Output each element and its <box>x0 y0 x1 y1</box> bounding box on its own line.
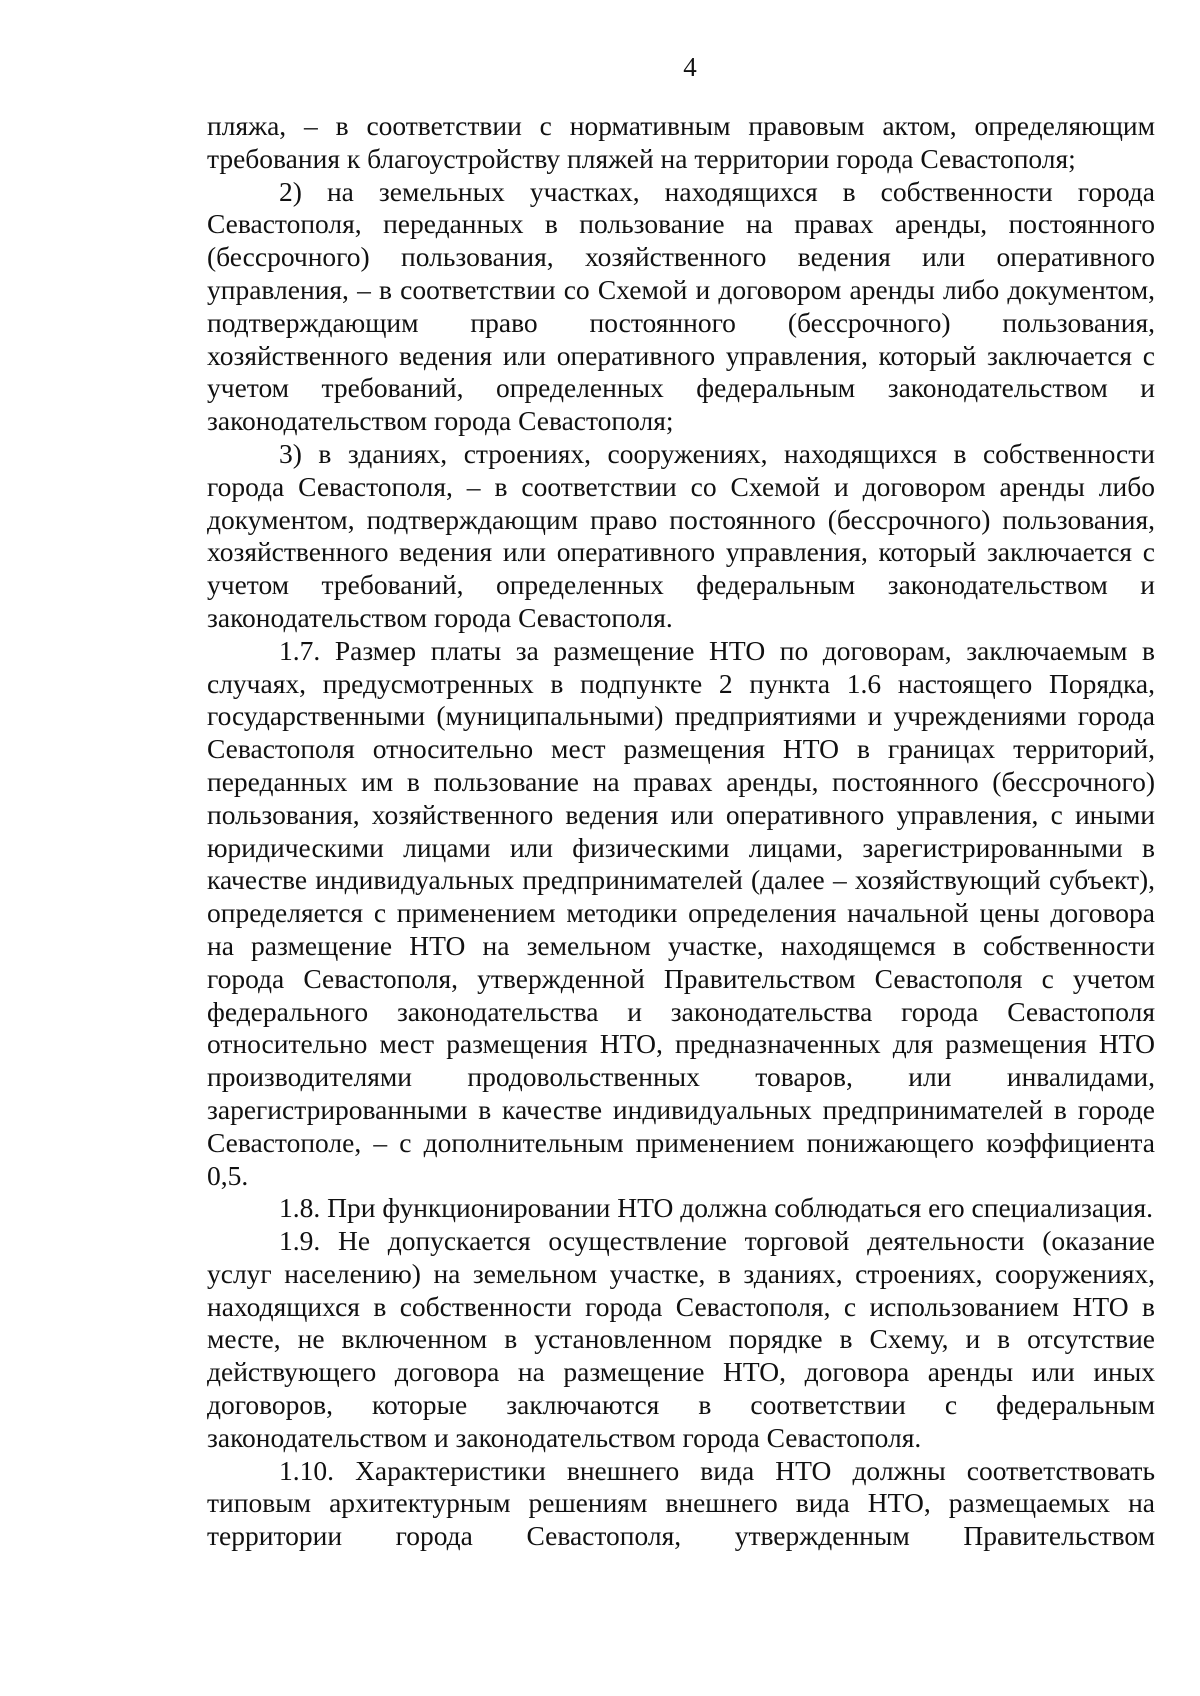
paragraph-1-10-appearance: 1.10. Характеристики внешнего вида НТО должны соответствовать типовым архитектурным решениям внешнего вида НТО, размещаемых на территории города Севастополя, утвержденным Правительством <box>207 1454 1155 1552</box>
paragraph-1-9-prohibition: 1.9. Не допускается осуществление торговой деятельности (оказание услуг населению) на земельном участке, в зданиях, строениях, сооружениях, находящихся в собственности города Севастополя, с использованием НТО в месте, не включенном в установленном порядке в Схему, и в отсутствие действующего договора на размещение НТО, договора аренды или иных договоров, которые заключаются в соответствии с федеральным законодательством и законодательством города Севастополя. <box>207 1225 1155 1453</box>
paragraph-1-8-specialization: 1.8. При функционировании НТО должна соблюдаться его специализация. <box>279 1192 1153 1224</box>
document-body <box>207 110 1155 1553</box>
paragraph-item-2-land-plots: 2) на земельных участках, находящихся в собственности города Севастополя, переданных в пользование на правах аренды, постоянного (бессрочного) пользования, хозяйственного ведения или оперативного управления, – в соответствии со Схемой и договором аренды либо документом, подтверждающим право постоянного (бессрочного) пользования, хозяйственного ведения или оперативного управления, который заключается с учетом требований, определенных федеральным законодательством и законодательством города Севастополя; <box>207 175 1155 437</box>
page-number: 4 <box>683 52 697 82</box>
paragraph-1-7-fee: 1.7. Размер платы за размещение НТО по договорам, заключаемым в случаях, предусмотренных в подпункте 2 пункта 1.6 настоящего Порядка, государственными (муниципальными) предприятиями и учреждениями города Севастополя относительно мест размещения НТО в границах территорий, переданных им в пользование на правах аренды, постоянного (бессрочного) пользования, хозяйственного ведения или оперативного управления, с иными юридическими лицами или физическими лицами, зарегистрированными в качестве индивидуальных предпринимателей (далее – хозяйствующий субъект), определяется с применением методики определения начальной цены договора на размещение НТО на земельном участке, находящемся в собственности города Севастополя, утвержденной Правительством Севастополя с учетом федерального законодательства и законодательства города Севастополя относительно мест размещения НТО, предназначенных для размещения НТО производителями продовольственных товаров, или инвалидами, зарегистрированными в качестве индивидуальных предпринимателей в городе Севастополе, – с дополнительным применением понижающего коэффициента 0,5. <box>207 634 1155 1191</box>
paragraph-item-3-buildings: 3) в зданиях, строениях, сооружениях, находящихся в собственности города Севастополя, – в соответствии со Схемой и договором аренды либо документом, подтверждающим право постоянного (бессрочного) пользования, хозяйственного ведения или оперативного управления, который заключается с учетом требований, определенных федеральным законодательством и законодательством города Севастополя. <box>207 437 1155 633</box>
paragraph-beach-requirements: пляжа, – в соответствии с нормативным правовым актом, определяющим требования к благоустройству пляжей на территории города Севастополя; <box>207 110 1155 174</box>
